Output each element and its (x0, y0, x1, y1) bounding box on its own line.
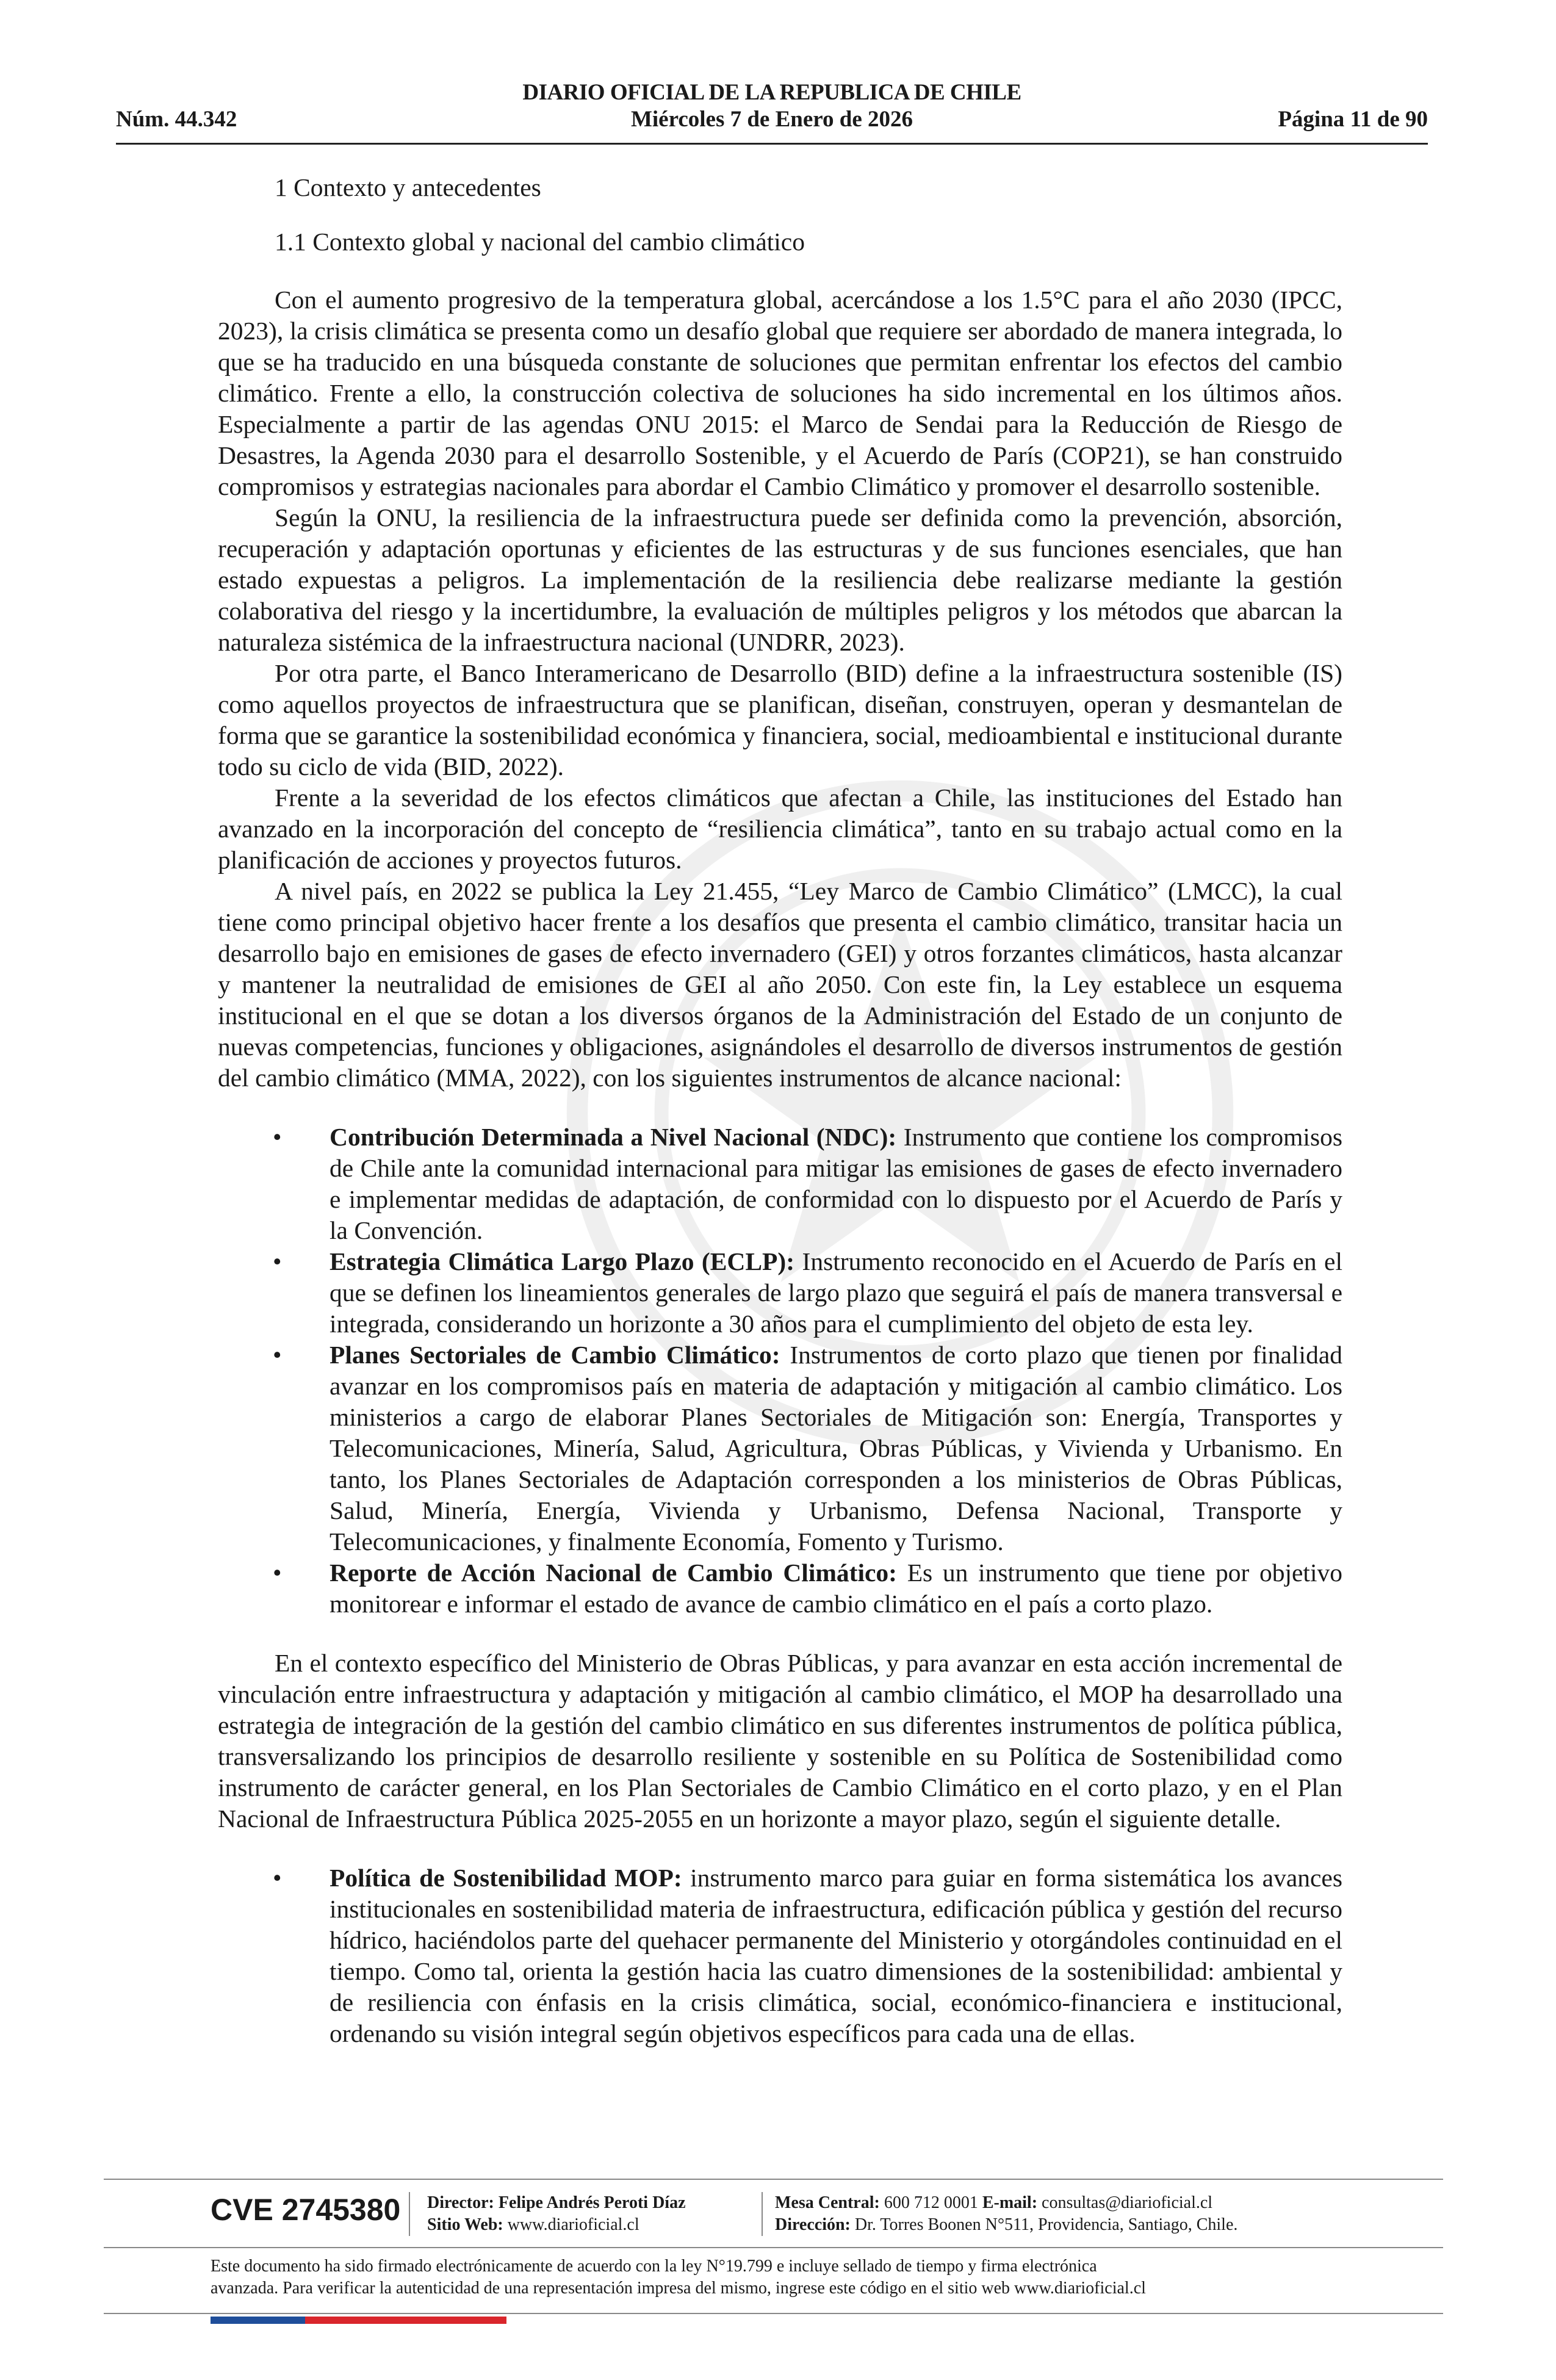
bullet-icon: • (273, 1559, 282, 1587)
web-label: Sitio Web: (427, 2215, 503, 2234)
issue-date: Miércoles 7 de Enero de 2026 (630, 107, 913, 132)
bullet-icon: • (273, 1247, 282, 1275)
footer-divider (409, 2192, 410, 2236)
list-item (218, 1122, 1342, 1246)
item-text: Instrumentos de corto plazo que tienen por finalidad avanzar en los compromisos país en materia de adaptación y mitigación al cambio climático. Los ministerios a cargo de elaborar Planes Sectoriales de Mitigación son: Energía, Transportes y Telecomunicaciones, Minería, Salud, Agricultura, Obras Públicas, y Vivienda y Urbanismo. En tanto, los Planes Sectoriales de Adaptación corresponden a los ministerios de Obras Públicas, Salud, Minería, Energía, Vivienda y Urbanismo, Defensa Nacional, Transporte y Telecomunicaciones, y finalmente Economía, Fomento y Turismo. (330, 1341, 1342, 1556)
item-term: Planes Sectoriales de Cambio Climático: (330, 1341, 780, 1369)
item-term: Contribución Determinada a Nivel Nacional (NDC): (330, 1123, 897, 1151)
legal-line: Este documento ha sido firmado electrónicamente de acuerdo con la ley N°19.799 e incluye sellado de tiempo y firma electrónica (211, 2257, 1097, 2276)
item-term: Reporte de Acción Nacional de Cambio Climático: (330, 1559, 898, 1587)
item-text: Es un instrumento que tiene por objetivo monitorear e informar el estado de avance de cambio climático en el país a corto plazo. (330, 1559, 1342, 1618)
cve-code: CVE 2745380 (211, 2193, 401, 2227)
page-header (116, 74, 1428, 145)
paragraph: Según la ONU, la resiliencia de la infraestructura puede ser definida como la prevención, absorción, recuperación y adaptación oportunas y eficientes de las estructuras y de sus funciones esenciales, que han estado expuestas a peligros. La implementación de la resiliencia debe realizarse mediante la gestión colaborativa del riesgo y la incertidumbre, la evaluación de múltiples peligros y los métodos que abarcan la naturaleza sistémica de la infraestructura nacional (UNDRR, 2023). (218, 503, 1342, 656)
page-number: Página 11 de 90 (1278, 107, 1428, 132)
item-term: Política de Sostenibilidad MOP: (330, 1864, 682, 1892)
list-item (218, 1863, 1342, 2049)
list-item (218, 1340, 1342, 1557)
legal-notice (211, 2256, 1431, 2299)
paragraph: Frente a la severidad de los efectos climáticos que afectan a Chile, las instituciones del Estado han avanzado en la incorporación del concepto de “resiliencia climática”, tanto en su trabajo actual como en la planificación de acciones y proyectos futuros. (218, 784, 1342, 874)
paragraph: Por otra parte, el Banco Interamericano de Desarrollo (BID) define a la infraestructura sostenible (IS) como aquellos proyectos de infraestructura que se planifican, diseñan, construyen, operan y desmantelan de forma que se garantice la sostenibilidad económica y financiera, social, medioambiental e institucional durante todo su ciclo de vida (BID, 2022). (218, 659, 1342, 781)
mesa-phone: 600 712 0001 (884, 2193, 978, 2212)
contact-block (775, 2192, 1237, 2236)
list-item (218, 1557, 1342, 1620)
paragraph: En el contexto específico del Ministerio de Obras Públicas, y para avanzar en esta acción incremental de vinculación entre infraestructura y adaptación y mitigación al cambio climático, el MOP ha desarrollado una estrategia de integración de la gestión del cambio climático en sus diferentes instrumentos de política pública, transversalizando los principios de desarrollo resiliente y sostenible en su Política de Sostenibilidad como instrumento de carácter general, en los Plan Sectoriales de Cambio Climático en el corto plazo, y en el Plan Nacional de Infraestructura Pública 2025-2055 en un horizonte a mayor plazo, según el siguiente detalle. (218, 1649, 1342, 1833)
bullet-icon: • (273, 1123, 282, 1151)
bullet-icon: • (273, 1864, 282, 1892)
item-text: Instrumento que contiene los compromisos de Chile ante la comunidad internacional para mitigar las emisiones de gases de efecto invernadero e implementar medidas de adaptación, de conformidad con lo dispuesto por el Acuerdo de París y la Convención. (330, 1123, 1342, 1244)
address-label: Dirección: (775, 2215, 851, 2234)
footer-rule (104, 2179, 1443, 2180)
flag-red-stripe (305, 2317, 506, 2324)
paragraph: Con el aumento progresivo de la temperatura global, acercándose a los 1.5°C para el año 2030 (IPCC, 2023), la crisis climática se presenta como un desafío global que requiere ser abordado de manera integrada, lo que se ha traducido en una búsqueda constante de soluciones que permitan enfrentar los efectos del cambio climático. Frente a ello, la construcción colectiva de soluciones ha sido incremental en los últimos años. Especialmente a partir de las agendas ONU 2015: el Marco de Sendai para la Reducción de Riesgo de Desastres, la Agenda 2030 para el desarrollo Sostenible, y el Acuerdo de París (COP21), se han construido compromisos y estrategias nacionales para abordar el Cambio Climático y promover el desarrollo sostenible. (218, 286, 1342, 500)
flag-blue-stripe (211, 2317, 305, 2324)
document-body (218, 172, 1342, 2077)
item-text: Instrumento reconocido en el Acuerdo de París en el que se definen los lineamientos generales de largo plazo que seguirá el país de manera transversal e integrada, considerando un horizonte a 30 años para el cumplimiento del objeto de esta ley. (330, 1247, 1342, 1338)
footer-rule (104, 2313, 1443, 2314)
newspaper-title: DIARIO OFICIAL DE LA REPUBLICA DE CHILE (522, 80, 1021, 105)
footer-divider (762, 2192, 763, 2236)
director-block (427, 2192, 686, 2236)
email-link[interactable]: consultas@diarioficial.cl (1042, 2193, 1213, 2212)
website-link[interactable]: www.diarioficial.cl (507, 2215, 639, 2234)
item-text: instrumento marco para guiar en forma sistemática los avances institucionales en sostenibilidad materia de infraestructura, edificación pública y gestión del recurso hídrico, haciéndolos parte del quehacer permanente del Ministerio y otorgándoles continuidad en el tiempo. Como tal, orienta la gestión hacia las cuatro dimensiones de la sostenibilidad: ambiental y de resiliencia con énfasis en la crisis climática, social, económico-financiera e institucional, ordenando su visión integral según objetivos específicos para cada una de ellas. (330, 1864, 1342, 2047)
legal-line: avanzada. Para verificar la autenticidad de una representación impresa del mismo, ingrese este código en el sitio web www.diarioficial.cl (211, 2279, 1146, 2298)
item-term: Estrategia Climática Largo Plazo (ECLP): (330, 1247, 795, 1275)
issue-number: Núm. 44.342 (116, 107, 237, 132)
address-value: Dr. Torres Boonen N°511, Providencia, Santiago, Chile. (854, 2215, 1238, 2234)
instrument-list (218, 1122, 1342, 1620)
mop-instrument-list (218, 1863, 1342, 2049)
director-label: Director: (427, 2193, 494, 2212)
bullet-icon: • (273, 1341, 282, 1369)
mesa-label: Mesa Central: (775, 2193, 880, 2212)
footer-rule (104, 2247, 1443, 2248)
director-name: Felipe Andrés Peroti Díaz (498, 2193, 686, 2212)
email-label: E-mail: (982, 2193, 1038, 2212)
header-rule (116, 143, 1428, 145)
subsection-heading: 1.1 Contexto global y nacional del cambio climático (275, 228, 805, 256)
section-heading: 1 Contexto y antecedentes (275, 173, 541, 201)
list-item (218, 1246, 1342, 1340)
paragraph: A nivel país, en 2022 se publica la Ley 21.455, “Ley Marco de Cambio Climático” (LMCC), la cual tiene como principal objetivo hacer frente a los desafíos que presenta el cambio climático, transitar hacia un desarrollo bajo en emisiones de gases de efecto invernadero (GEI) y otros forzantes climáticos, hasta alcanzar y mantener la neutralidad de emisiones de GEI al año 2050. Con este fin, la Ley establece un esquema institucional en el que se dotan a los diversos órganos de la Administración del Estado de un conjunto de nuevas competencias, funciones y obligaciones, asignándoles el desarrollo de diversos instrumentos de gestión del cambio climático (MMA, 2022), con los siguientes instrumentos de alcance nacional: (218, 877, 1342, 1092)
